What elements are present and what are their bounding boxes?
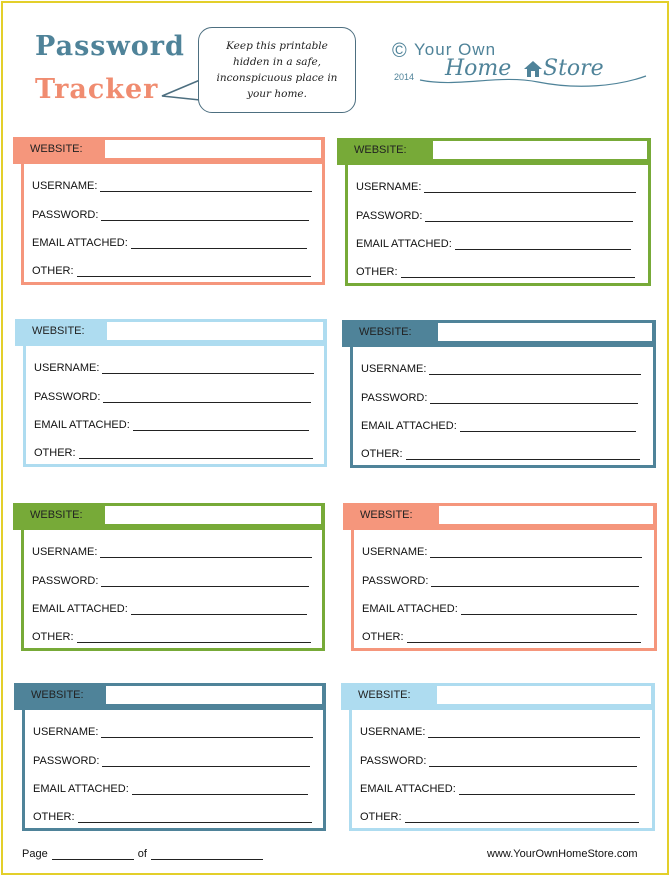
username-row <box>33 726 313 738</box>
password-label: PASSWORD: <box>32 209 99 221</box>
password-label: PASSWORD: <box>34 391 101 403</box>
website-field[interactable] <box>437 686 651 704</box>
speech-bubble-note: Keep this printable hidden in a safe, inconspicuous place in your home. <box>198 27 356 113</box>
password-row <box>362 575 639 587</box>
email-row <box>360 783 635 795</box>
website-field[interactable] <box>106 686 322 704</box>
password-row <box>361 392 638 404</box>
email-label: EMAIL ATTACHED: <box>32 603 128 615</box>
password-field[interactable] <box>430 393 638 404</box>
logo-home: Home <box>445 56 512 81</box>
username-field[interactable] <box>429 364 641 375</box>
other-row <box>32 265 311 277</box>
password-row <box>360 755 637 767</box>
username-field[interactable] <box>100 181 312 192</box>
other-label: OTHER: <box>34 447 76 459</box>
website-label: WEBSITE: <box>15 319 107 343</box>
other-field[interactable] <box>401 267 635 278</box>
other-row <box>34 447 313 459</box>
other-row <box>361 448 640 460</box>
email-field[interactable] <box>461 604 637 615</box>
username-field[interactable] <box>428 727 640 738</box>
password-label: PASSWORD: <box>33 755 100 767</box>
website-label: WEBSITE: <box>342 320 438 344</box>
email-field[interactable] <box>133 420 309 431</box>
password-label: PASSWORD: <box>360 755 427 767</box>
other-row <box>356 266 635 278</box>
website-field[interactable] <box>105 140 321 158</box>
other-label: OTHER: <box>360 811 402 823</box>
page-label: Page <box>22 848 48 860</box>
username-row <box>362 546 642 558</box>
password-card <box>15 319 327 467</box>
email-label: EMAIL ATTACHED: <box>360 783 456 795</box>
username-row <box>360 726 640 738</box>
email-label: EMAIL ATTACHED: <box>33 783 129 795</box>
email-field[interactable] <box>131 604 307 615</box>
email-row <box>361 420 636 432</box>
password-field[interactable] <box>431 576 639 587</box>
logo-your-own: Your Own <box>414 40 497 59</box>
other-label: OTHER: <box>33 811 75 823</box>
email-field[interactable] <box>460 421 636 432</box>
password-row <box>34 391 311 403</box>
email-field[interactable] <box>132 784 308 795</box>
other-field[interactable] <box>77 266 311 277</box>
username-row <box>32 180 312 192</box>
other-label: OTHER: <box>32 631 74 643</box>
password-card <box>13 137 325 285</box>
title-tracker: Tracker <box>35 74 159 105</box>
password-row <box>32 209 309 221</box>
other-label: OTHER: <box>356 266 398 278</box>
password-card <box>343 503 657 651</box>
email-row <box>356 238 631 250</box>
username-label: USERNAME: <box>34 362 100 374</box>
other-field[interactable] <box>77 632 311 643</box>
username-field[interactable] <box>100 547 312 558</box>
email-field[interactable] <box>459 784 635 795</box>
username-field[interactable] <box>424 182 636 193</box>
website-field[interactable] <box>439 506 653 524</box>
password-field[interactable] <box>102 756 310 767</box>
username-label: USERNAME: <box>361 363 427 375</box>
password-card <box>13 503 325 651</box>
password-card <box>337 138 651 286</box>
username-row <box>34 362 314 374</box>
other-row <box>362 631 641 643</box>
email-row <box>34 419 309 431</box>
username-label: USERNAME: <box>360 726 426 738</box>
website-label: WEBSITE: <box>337 138 433 162</box>
password-row <box>33 755 310 767</box>
other-field[interactable] <box>407 632 641 643</box>
website-field[interactable] <box>105 506 321 524</box>
other-field[interactable] <box>79 448 313 459</box>
website-field[interactable] <box>438 323 652 341</box>
page-numbering <box>22 848 267 860</box>
website-field[interactable] <box>433 141 647 159</box>
website-label: WEBSITE: <box>13 137 105 161</box>
other-field[interactable] <box>405 812 639 823</box>
speech-bubble-tail <box>160 76 202 106</box>
email-row <box>32 237 307 249</box>
email-field[interactable] <box>131 238 307 249</box>
password-row <box>32 575 309 587</box>
email-label: EMAIL ATTACHED: <box>356 238 452 250</box>
title-password: Password <box>35 31 185 62</box>
email-label: EMAIL ATTACHED: <box>361 420 457 432</box>
logo <box>390 38 650 88</box>
other-label: OTHER: <box>362 631 404 643</box>
password-card <box>342 320 656 468</box>
password-field[interactable] <box>103 392 311 403</box>
username-label: USERNAME: <box>362 546 428 558</box>
email-label: EMAIL ATTACHED: <box>32 237 128 249</box>
username-field[interactable] <box>102 363 314 374</box>
website-field[interactable] <box>107 322 323 340</box>
other-field[interactable] <box>78 812 312 823</box>
other-row <box>360 811 639 823</box>
username-label: USERNAME: <box>32 546 98 558</box>
of-label: of <box>137 848 147 860</box>
email-label: EMAIL ATTACHED: <box>34 419 130 431</box>
other-label: OTHER: <box>361 448 403 460</box>
website-label: WEBSITE: <box>341 683 437 707</box>
password-label: PASSWORD: <box>361 392 428 404</box>
password-field[interactable] <box>101 576 309 587</box>
password-label: PASSWORD: <box>362 575 429 587</box>
username-row <box>32 546 312 558</box>
other-row <box>32 631 311 643</box>
username-label: USERNAME: <box>33 726 99 738</box>
email-row <box>33 783 308 795</box>
other-row <box>33 811 312 823</box>
website-label: WEBSITE: <box>13 503 105 527</box>
page-number-field[interactable] <box>52 849 134 860</box>
password-field[interactable] <box>429 756 637 767</box>
logo-year: 2014 <box>394 72 415 82</box>
logo-store: Store <box>543 56 604 81</box>
email-field[interactable] <box>455 239 631 250</box>
logo-copyright: © <box>392 40 407 62</box>
password-label: PASSWORD: <box>356 210 423 222</box>
email-row <box>362 603 637 615</box>
password-card <box>341 683 655 831</box>
password-field[interactable] <box>101 210 309 221</box>
email-row <box>32 603 307 615</box>
username-field[interactable] <box>101 727 313 738</box>
website-label: WEBSITE: <box>343 503 439 527</box>
other-label: OTHER: <box>32 265 74 277</box>
footer-url: www.YourOwnHomeStore.com <box>487 848 638 860</box>
username-row <box>356 181 636 193</box>
username-label: USERNAME: <box>32 180 98 192</box>
email-label: EMAIL ATTACHED: <box>362 603 458 615</box>
other-field[interactable] <box>406 449 640 460</box>
username-field[interactable] <box>430 547 642 558</box>
page-total-field[interactable] <box>151 849 263 860</box>
website-label: WEBSITE: <box>14 683 106 707</box>
username-label: USERNAME: <box>356 181 422 193</box>
password-label: PASSWORD: <box>32 575 99 587</box>
password-card <box>14 683 326 831</box>
username-row <box>361 363 641 375</box>
password-row <box>356 210 633 222</box>
logo-swash <box>418 74 648 88</box>
password-field[interactable] <box>425 211 633 222</box>
